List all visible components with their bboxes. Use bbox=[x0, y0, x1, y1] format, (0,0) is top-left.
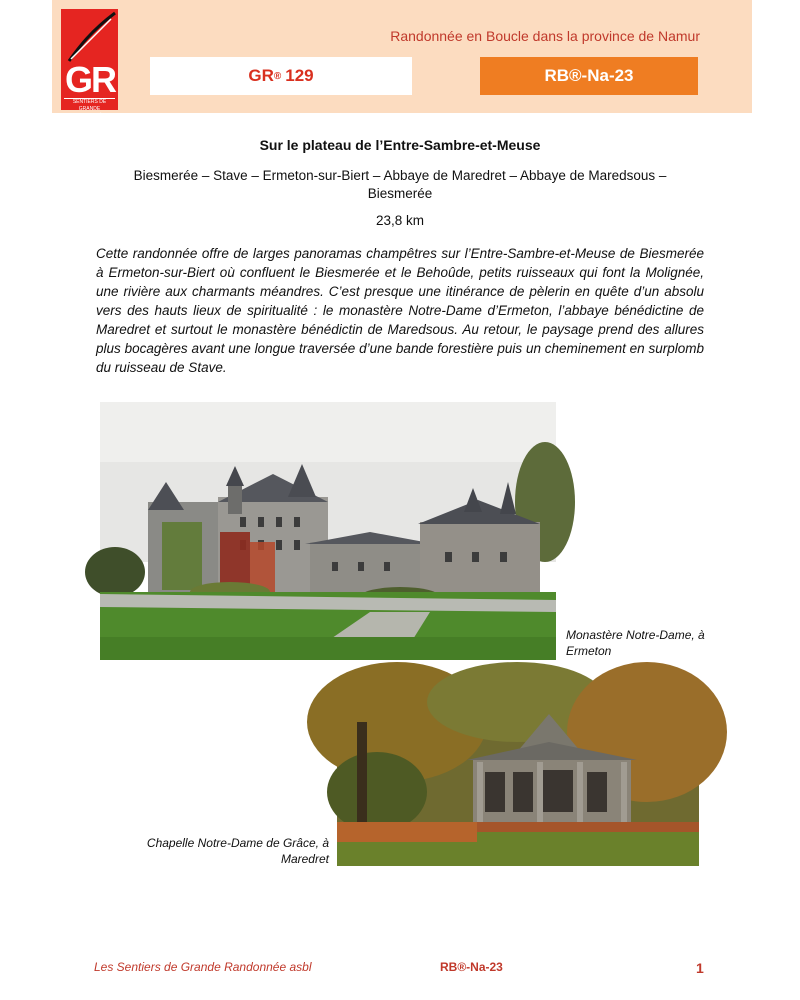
gr-route-box bbox=[150, 57, 412, 95]
route-distance: 23,8 km bbox=[375, 213, 425, 228]
header-band bbox=[52, 0, 752, 119]
header-caption: Randonnée en Boucle dans la province de Namur bbox=[390, 28, 700, 44]
logo-letters: GR bbox=[65, 59, 115, 100]
gr-registered-mark: ® bbox=[273, 70, 282, 82]
rb-route-box bbox=[480, 57, 698, 95]
gr-label: GR bbox=[248, 66, 274, 85]
monastery-caption: Monastère Notre-Dame, à Ermeton bbox=[566, 628, 705, 658]
monastery-photo bbox=[100, 402, 556, 660]
chapel-caption: Chapelle Notre-Dame de Grâce, à Maredret bbox=[146, 836, 329, 866]
footer-org: Les Sentiers de Grande Randonnée asbl bbox=[94, 960, 312, 974]
gr-number: 129 bbox=[285, 66, 314, 85]
page-title: Sur le plateau de l’Entre-Sambre-et-Meuse bbox=[259, 137, 541, 153]
page-footer bbox=[0, 960, 800, 980]
rb-label: RB®-Na-23 bbox=[544, 66, 634, 85]
footer-code: RB®-Na-23 bbox=[440, 960, 503, 974]
intro-paragraph: Cette randonnée offre de larges panoramas champêtres sur l’Entre-Sambre-et-Meuse de Biesmerée à Ermeton-sur-Biert où confluent le Biesmerée et le Behoûde, petits ruisseaux qui font la Molignée, une rivière aux charmants méandres. C’est presque une itinérance de pèlerin en quête d’un absolu vers des hauts lieux de spiritualité : le monastère Notre-Dame d’Ermeton, l’abbaye bénédictine de Maredret et surtout le monastère bénédictin de Maredsous. Au retour, le paysage prend des allures plus bocagères avant une longue traversée d’une bande forestière puis un cheminement en surplomb du ruisseau de Stave. bbox=[96, 246, 704, 375]
page-number: 1 bbox=[696, 960, 704, 976]
logo-strip: SENTIERS DE GRANDE RANDONNÉE bbox=[64, 98, 115, 106]
route-stops: Biesmerée – Stave – Ermeton-sur-Biert – Abbaye de Maredret – Abbaye de Maredsous – Biesmerée bbox=[133, 168, 667, 201]
gr-logo bbox=[61, 9, 118, 119]
chapel-photo bbox=[337, 682, 699, 866]
